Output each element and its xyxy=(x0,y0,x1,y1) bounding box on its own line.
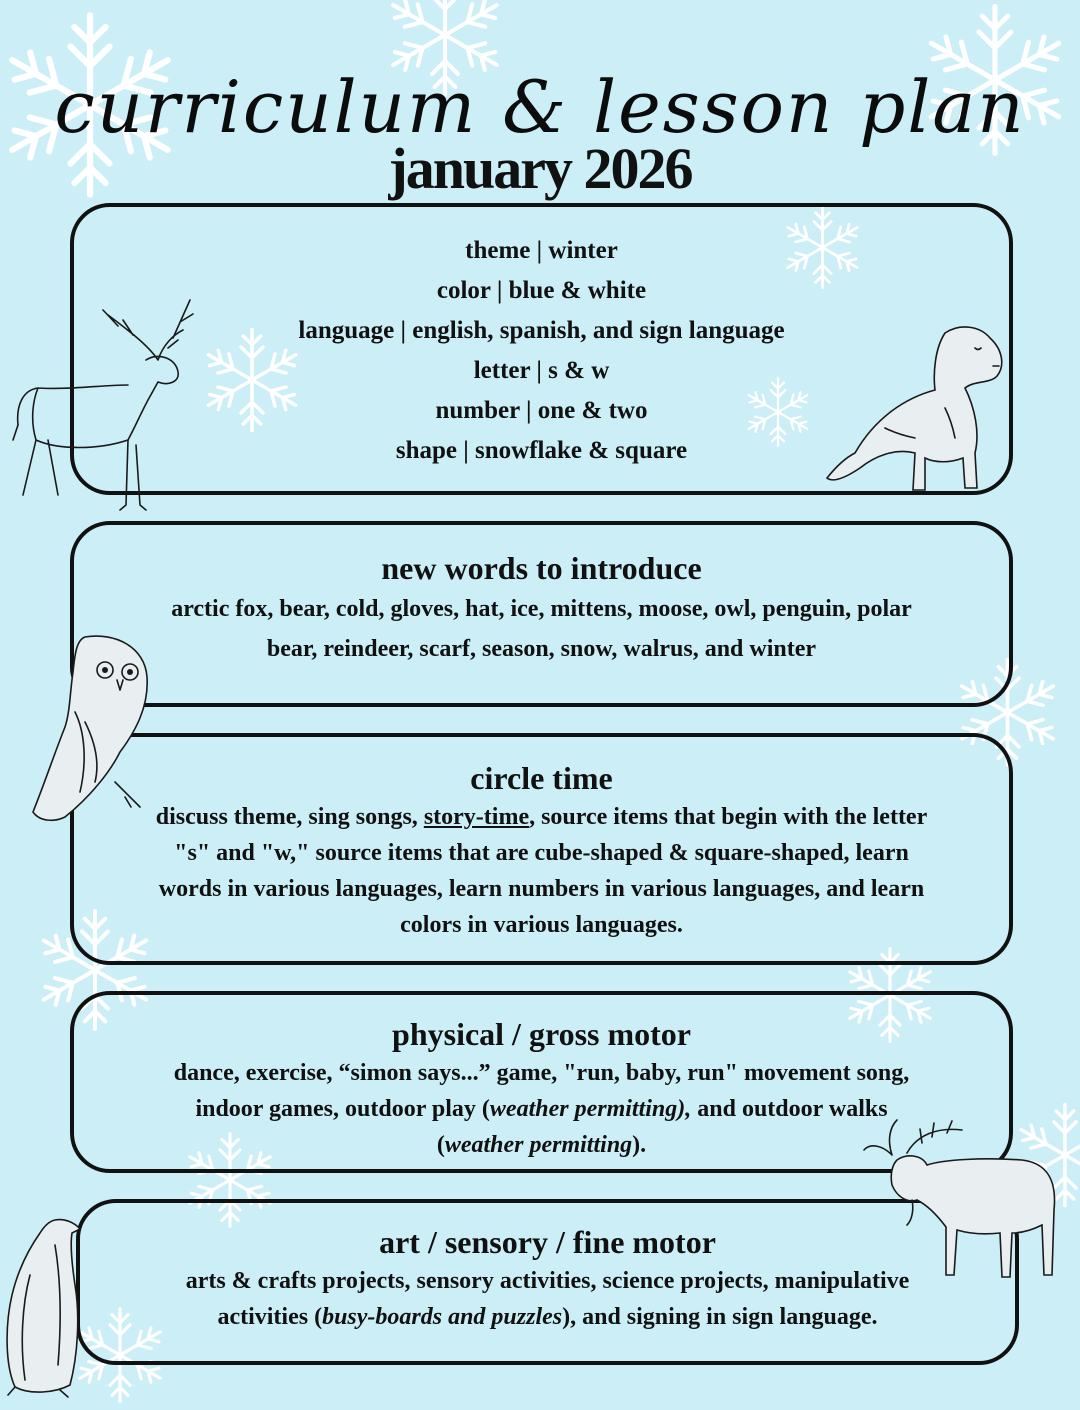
number-line: number | one & two xyxy=(435,397,648,424)
new-words-line: bear, reindeer, scarf, season, snow, walrus, and winter xyxy=(266,636,817,662)
shape-line: shape | snowflake & square xyxy=(395,437,688,464)
circle-time-line: words in various languages, learn numbers in various languages, and learn xyxy=(158,876,925,902)
penguin-icon xyxy=(0,1215,90,1400)
physical-text: and outdoor walks xyxy=(691,1096,888,1122)
art-line xyxy=(80,1299,1015,1335)
circle-time-line: "s" and "w," source items that are cube-shaped & square-shaped, learn xyxy=(174,840,909,866)
physical-text: ). xyxy=(632,1132,647,1158)
theme-line: theme | winter xyxy=(465,237,618,264)
new-words-heading: new words to introduce xyxy=(381,550,702,586)
language-line: language | english, spanish, and sign language xyxy=(298,317,785,344)
art-text: activities ( xyxy=(217,1304,323,1330)
circle-time-text: , source items that begin with the letter xyxy=(529,804,928,830)
circle-time-heading: circle time xyxy=(470,760,613,796)
arctic-fox-icon xyxy=(825,318,1015,498)
new-words-box xyxy=(70,521,1013,707)
moose-icon xyxy=(862,1115,1062,1285)
physical-line: dance, exercise, “simon says...” game, "run, baby, run" movement song, xyxy=(173,1060,910,1086)
story-time-link[interactable]: story-time xyxy=(423,804,530,830)
physical-text: indoor games, outdoor play ( xyxy=(195,1096,490,1122)
art-text: ), and signing in sign language. xyxy=(562,1304,878,1330)
circle-time-box xyxy=(70,733,1013,965)
art-heading: art / sensory / fine motor xyxy=(379,1224,716,1260)
color-line: color | blue & white xyxy=(436,277,647,304)
circle-time-line: colors in various languages. xyxy=(400,912,683,938)
page-subtitle: january 2026 xyxy=(388,136,692,201)
page-title: curriculum & lesson plan xyxy=(54,65,1026,149)
physical-heading: physical / gross motor xyxy=(392,1016,691,1052)
letter-line: letter | s & w xyxy=(473,357,610,384)
circle-time-text: discuss theme, sing songs, xyxy=(155,804,424,830)
art-line: arts & crafts projects, sensory activities, science projects, manipulative xyxy=(185,1268,910,1294)
physical-emphasis: weather permitting), xyxy=(489,1096,692,1122)
physical-text: ( xyxy=(436,1132,445,1158)
new-words-line: arctic fox, bear, cold, gloves, hat, ice, mittens, moose, owl, penguin, polar xyxy=(171,596,912,622)
art-emphasis: busy-boards and puzzles xyxy=(322,1304,563,1330)
circle-time-line xyxy=(74,799,1009,835)
deer-icon xyxy=(8,290,198,520)
owl-icon xyxy=(25,632,155,832)
physical-emphasis: weather permitting xyxy=(444,1132,633,1158)
